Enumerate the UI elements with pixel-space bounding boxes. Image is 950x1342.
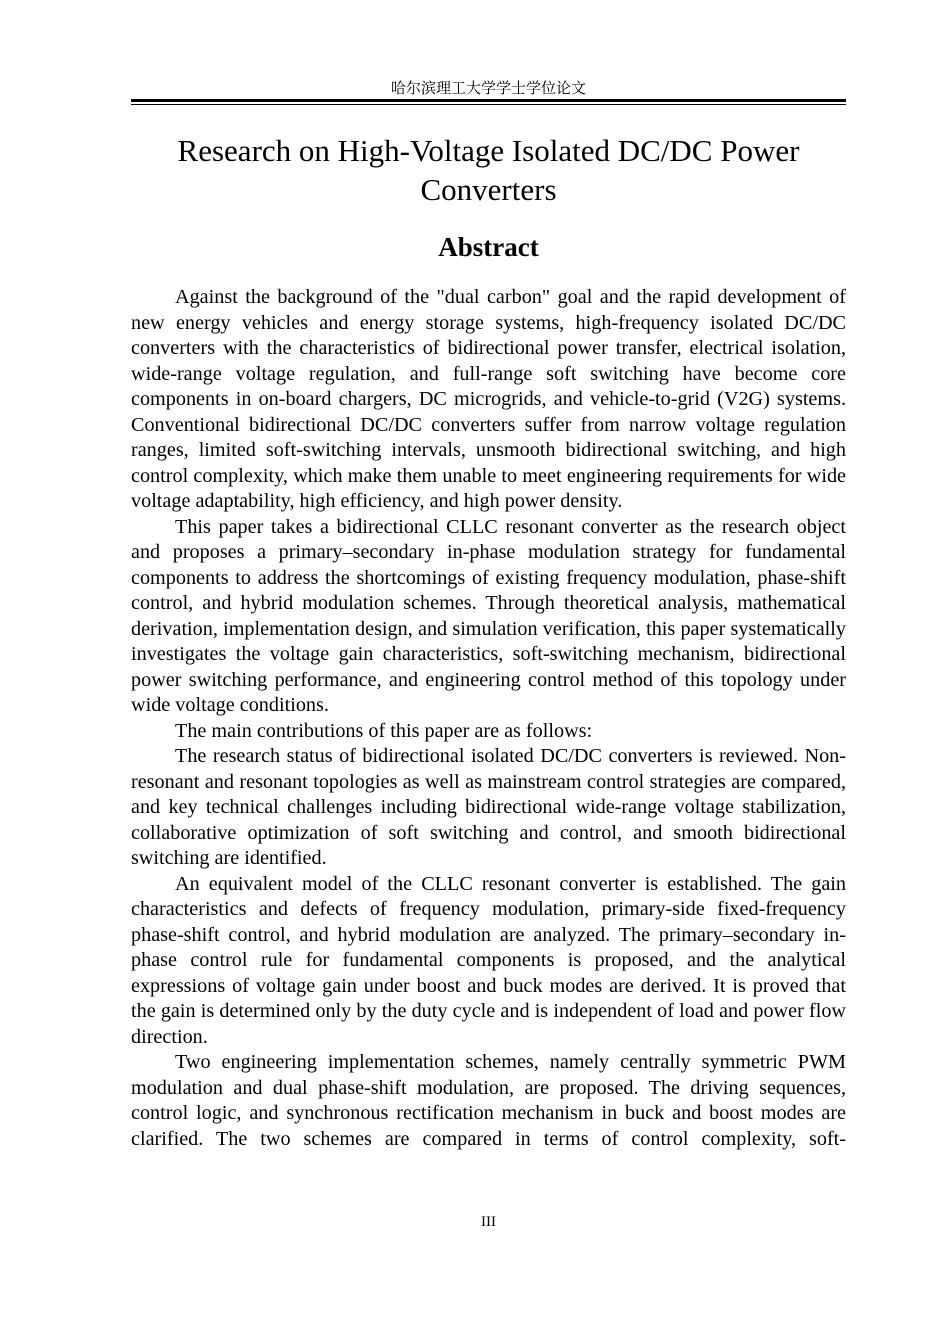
abstract-paragraph-4: The research status of bidirectional isolated DC/DC converters is reviewed. Non-resonant and resonant topologies as well as mainstream control strategies are compared, and key technical challenges including bidirectional wide-range voltage stabilization, collaborative optimization of soft switching and control, and smooth bidirectional switching are identified. <box>131 745 846 869</box>
abstract-paragraph-6: Two engineering implementation schemes, namely centrally symmetric PWM modulation and dual phase-shift modulation, are proposed. The driving sequences, control logic, and synchronous rectification mechanism in buck and boost modes are clarified. The two schemes are compared in terms of control complexity, soft- <box>131 1051 846 1150</box>
running-header: 哈尔滨理工大学学士学位论文 <box>390 79 586 97</box>
page-number: III <box>481 1214 496 1230</box>
paper-title: Research on High-Voltage Isolated DC/DC Power Converters <box>177 133 800 207</box>
header-rule-thin <box>131 104 846 105</box>
abstract-paragraph-2: This paper takes a bidirectional CLLC resonant converter as the research object and proposes a primary–secondary in-phase modulation strategy for fundamental components to address the shortcomings of existing frequency modulation, phase-shift control, and hybrid modulation schemes. Through theoretical analysis, mathematical derivation, implementation design, and simulation verification, this paper systematically investigates the voltage gain characteristics, soft-switching mechanism, bidirectional power switching performance, and engineering control method of this topology under wide voltage conditions. <box>131 515 846 716</box>
header-rule-thick <box>131 99 846 102</box>
abstract-body <box>131 285 846 1152</box>
abstract-heading: Abstract <box>438 232 539 262</box>
abstract-paragraph-5: An equivalent model of the CLLC resonant converter is established. The gain characteristics and defects of frequency modulation, primary-side fixed-frequency phase-shift control, and hybrid modulation are analyzed. The primary–secondary in-phase control rule for fundamental components is proposed, and the analytical expressions of voltage gain under boost and buck modes are derived. It is proved that the gain is determined only by the duty cycle and is independent of load and power flow direction. <box>131 872 846 1048</box>
abstract-paragraph-1: Against the background of the "dual carbon" goal and the rapid development of new energy vehicles and energy storage systems, high-frequency isolated DC/DC converters with the characteristics of bidirectional power transfer, electrical isolation, wide-range voltage regulation, and full-range soft switching have become core components in on-board chargers, DC microgrids, and vehicle-to-grid (V2G) systems. Conventional bidirectional DC/DC converters suffer from narrow voltage regulation ranges, limited soft-switching intervals, unsmooth bidirectional switching, and high control complexity, which make them unable to meet engineering requirements for wide voltage adaptability, high efficiency, and high power density. <box>131 286 846 512</box>
abstract-paragraph-3: The main contributions of this paper are as follows: <box>175 719 593 742</box>
